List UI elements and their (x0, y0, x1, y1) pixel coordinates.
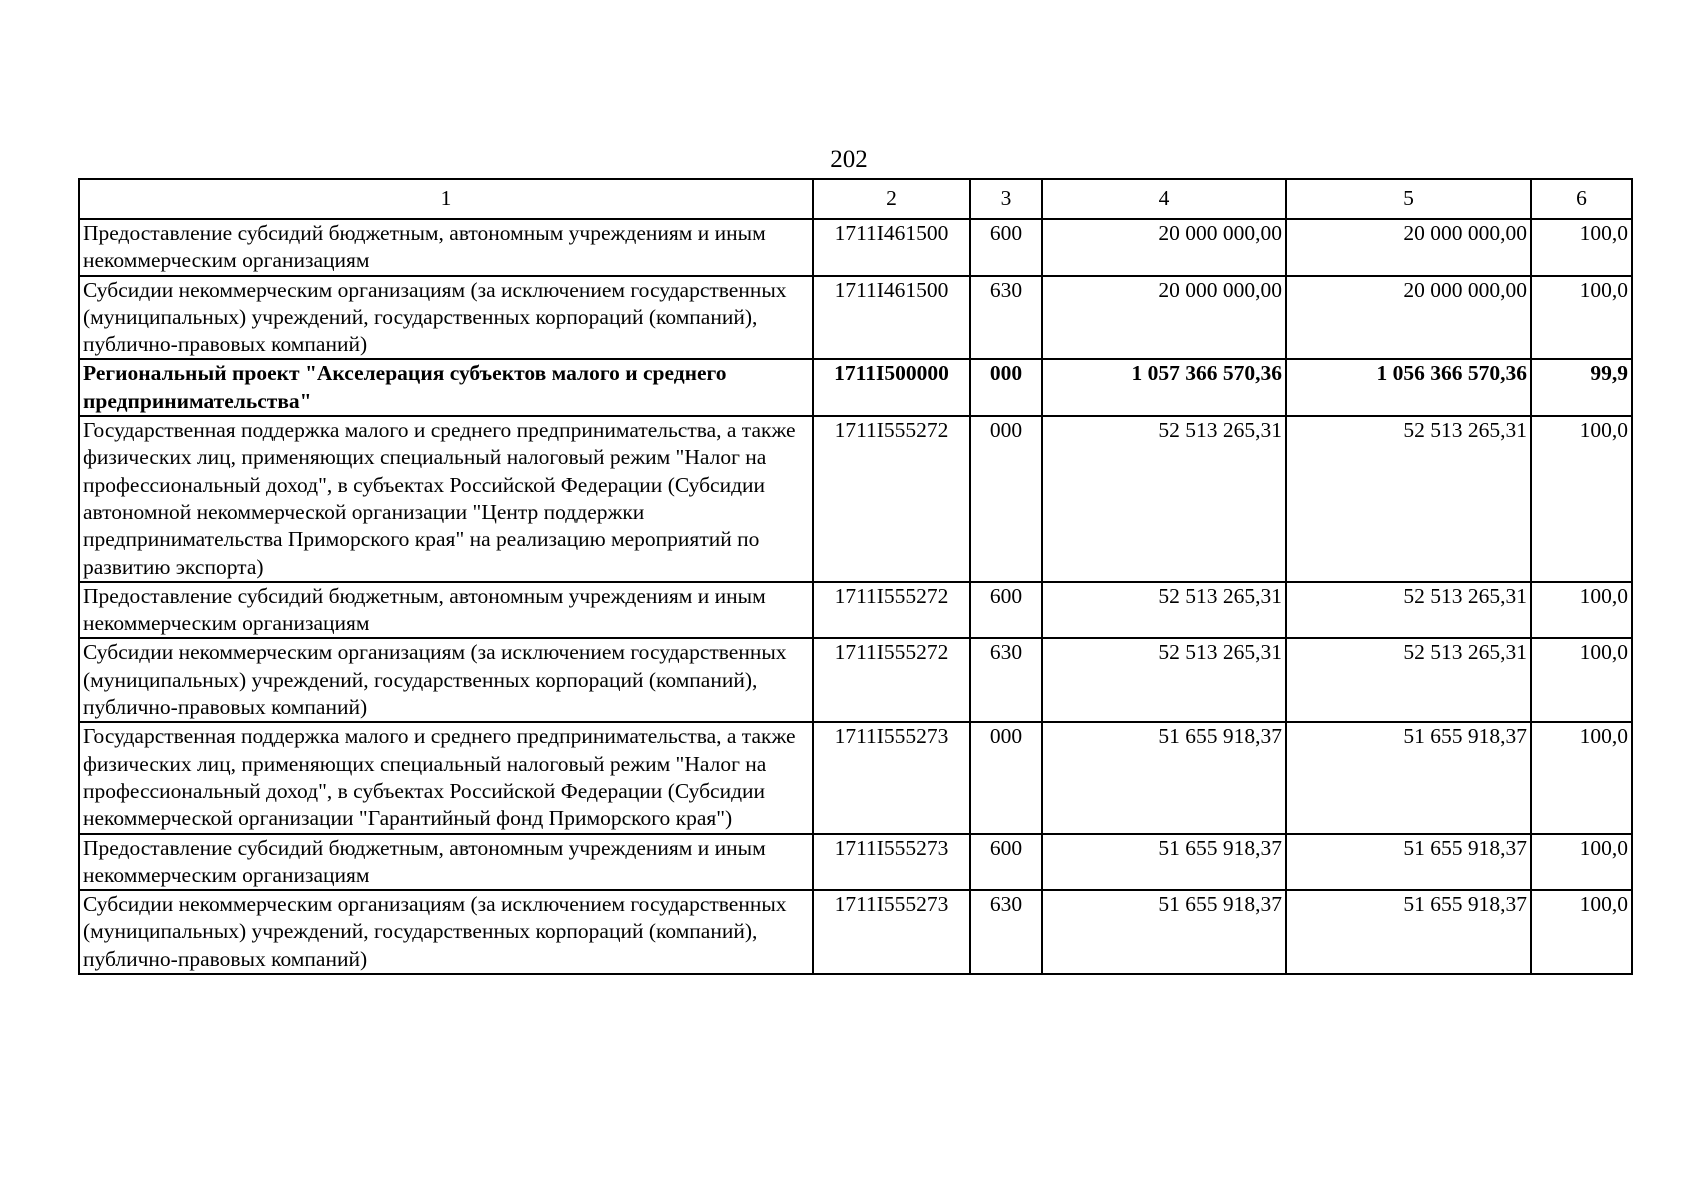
column-header-code: 2 (813, 179, 970, 219)
table-row (79, 834, 1632, 891)
row-name: Государственная поддержка малого и среднего предпринимательства, а также физических лиц, применяющих специальный налоговый режим "Налог на профессиональный доход", в субъектах Российской Федерации (Субсидии некоммерческой организации "Гарантийный фонд Приморского края") (79, 722, 813, 833)
row-name: Государственная поддержка малого и среднего предпринимательства, а также физических лиц, применяющих специальный налоговый режим "Налог на профессиональный доход", в субъектах Российской Федерации (Субсидии автономной некоммерческой организации "Центр поддержки предпринимательства Приморского края" на реализацию мероприятий по развитию экспорта) (79, 416, 813, 582)
row-percent: 99,9 (1531, 359, 1632, 416)
column-header-type: 3 (970, 179, 1042, 219)
row-executed: 52 513 265,31 (1286, 638, 1531, 722)
row-executed: 52 513 265,31 (1286, 582, 1531, 639)
row-percent: 100,0 (1531, 834, 1632, 891)
row-expense-type: 000 (970, 722, 1042, 833)
row-code: 1711I461500 (813, 219, 970, 276)
row-expense-type: 630 (970, 638, 1042, 722)
row-name: Предоставление субсидий бюджетным, автономным учреждениям и иным некоммерческим организациям (79, 834, 813, 891)
row-code: 1711I555272 (813, 638, 970, 722)
row-name: Региональный проект "Акселерация субъектов малого и среднего предпринимательства" (79, 359, 813, 416)
row-executed: 20 000 000,00 (1286, 219, 1531, 276)
row-executed: 20 000 000,00 (1286, 276, 1531, 360)
row-planned: 20 000 000,00 (1042, 219, 1286, 276)
row-planned: 52 513 265,31 (1042, 582, 1286, 639)
row-expense-type: 600 (970, 582, 1042, 639)
row-name: Предоставление субсидий бюджетным, автономным учреждениям и иным некоммерческим организациям (79, 582, 813, 639)
table-row (79, 219, 1632, 276)
row-planned: 1 057 366 570,36 (1042, 359, 1286, 416)
column-header-planned: 4 (1042, 179, 1286, 219)
row-name: Субсидии некоммерческим организациям (за исключением государственных (муниципальных) учреждений, государственных корпораций (компаний), публично-правовых компаний) (79, 638, 813, 722)
table-row (79, 582, 1632, 639)
row-percent: 100,0 (1531, 276, 1632, 360)
table-row (79, 890, 1632, 974)
page-number: 202 (830, 146, 868, 173)
row-executed: 51 655 918,37 (1286, 890, 1531, 974)
row-expense-type: 600 (970, 219, 1042, 276)
row-percent: 100,0 (1531, 638, 1632, 722)
row-expense-type: 000 (970, 416, 1042, 582)
row-planned: 51 655 918,37 (1042, 722, 1286, 833)
row-expense-type: 000 (970, 359, 1042, 416)
row-expense-type: 630 (970, 890, 1042, 974)
row-executed: 51 655 918,37 (1286, 722, 1531, 833)
row-code: 1711I555273 (813, 722, 970, 833)
row-percent: 100,0 (1531, 890, 1632, 974)
table-row (79, 638, 1632, 722)
table-row (79, 276, 1632, 360)
row-planned: 51 655 918,37 (1042, 890, 1286, 974)
row-executed: 52 513 265,31 (1286, 416, 1531, 582)
row-percent: 100,0 (1531, 219, 1632, 276)
row-name: Субсидии некоммерческим организациям (за исключением государственных (муниципальных) учреждений, государственных корпораций (компаний), публично-правовых компаний) (79, 276, 813, 360)
table-header-row (79, 179, 1632, 219)
row-code: 1711I555272 (813, 416, 970, 582)
row-name: Субсидии некоммерческим организациям (за исключением государственных (муниципальных) учреждений, государственных корпораций (компаний), публично-правовых компаний) (79, 890, 813, 974)
row-planned: 20 000 000,00 (1042, 276, 1286, 360)
row-percent: 100,0 (1531, 722, 1632, 833)
row-expense-type: 630 (970, 276, 1042, 360)
row-planned: 51 655 918,37 (1042, 834, 1286, 891)
column-header-executed: 5 (1286, 179, 1531, 219)
table-row (79, 722, 1632, 833)
row-planned: 52 513 265,31 (1042, 416, 1286, 582)
table-row (79, 416, 1632, 582)
row-code: 1711I500000 (813, 359, 970, 416)
row-name: Предоставление субсидий бюджетным, автономным учреждениям и иным некоммерческим организациям (79, 219, 813, 276)
column-header-percent: 6 (1531, 179, 1632, 219)
row-expense-type: 600 (970, 834, 1042, 891)
table-row (79, 359, 1632, 416)
row-percent: 100,0 (1531, 416, 1632, 582)
row-executed: 51 655 918,37 (1286, 834, 1531, 891)
row-executed: 1 056 366 570,36 (1286, 359, 1531, 416)
row-code: 1711I461500 (813, 276, 970, 360)
row-code: 1711I555273 (813, 890, 970, 974)
row-percent: 100,0 (1531, 582, 1632, 639)
column-header-name: 1 (79, 179, 813, 219)
row-code: 1711I555272 (813, 582, 970, 639)
row-code: 1711I555273 (813, 834, 970, 891)
budget-table (78, 178, 1633, 975)
row-planned: 52 513 265,31 (1042, 638, 1286, 722)
